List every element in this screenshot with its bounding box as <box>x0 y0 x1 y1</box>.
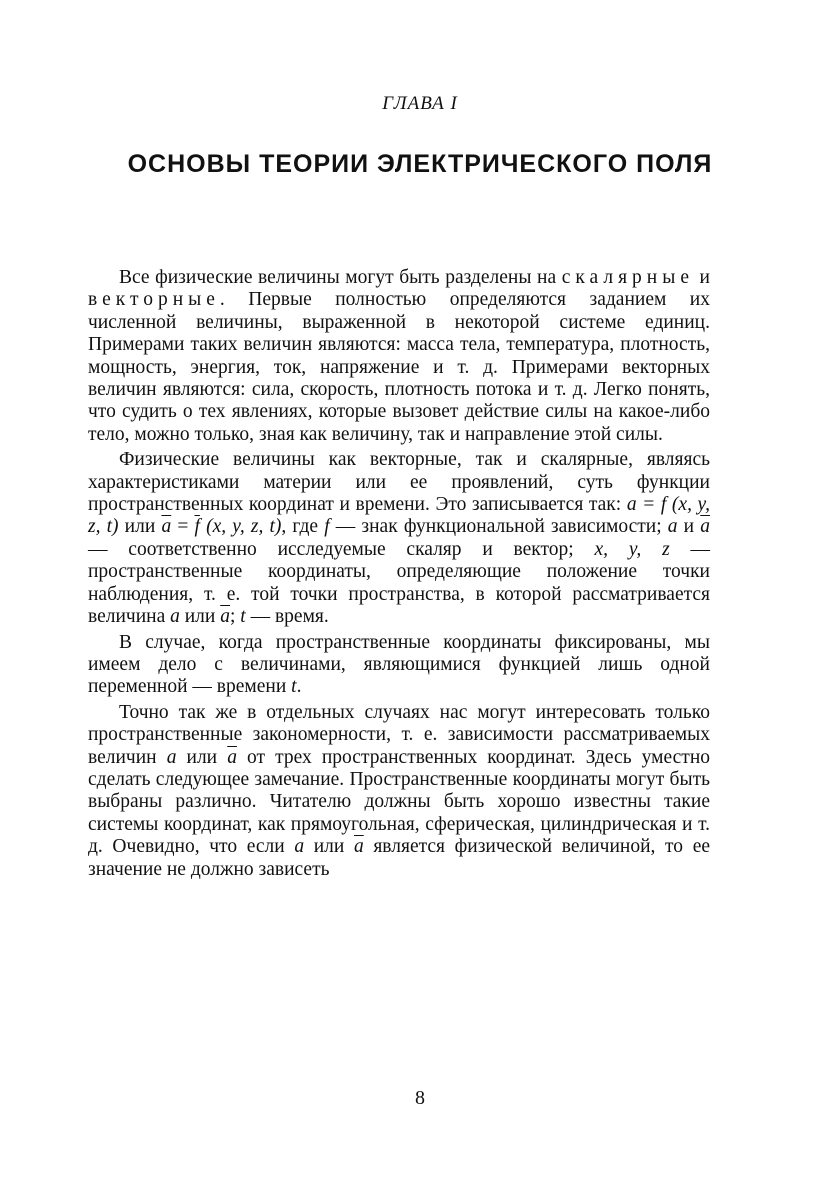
vector-symbol: $\overline{a}$ <box>161 516 172 538</box>
text-run: или <box>176 746 228 768</box>
page-number: 8 <box>415 1087 425 1109</box>
vector-symbol: $\overline{a}$ <box>353 836 364 858</box>
text-run: ; <box>229 606 241 628</box>
text-run: или <box>304 836 354 858</box>
vector-symbol: $\overline{a}$ <box>220 606 230 628</box>
text-run: . Первые полностью определяются заданием их численной величины, выраженной в некоторой системе единиц. Примерами таких величин являются: масса тела, температура, плотность, мощность, энергия, ток, напряжение и т. д. Примерами векторных величин являются: сила, скорость, плотность потока и т. д. Легко понять, что судить о тех явлениях, которые вызовет действие силы на какое-либо тело, можно только, зная как величину, так и направление этой силы. <box>88 289 710 445</box>
math-symbol: t <box>240 606 246 628</box>
text-run: или <box>118 516 162 538</box>
text-run: и <box>694 267 710 288</box>
emphasized-term: скалярные <box>561 267 694 288</box>
paragraph-1 <box>88 267 710 446</box>
text-run: Точно так же в отдельных случаях нас могут интересовать только пространственные закономерности, т. е. зависимости рассматриваемых величин <box>88 701 710 768</box>
text-run: и <box>677 516 701 538</box>
math-symbol: f <box>324 516 330 538</box>
emphasized-term: векторные <box>88 289 220 311</box>
text-run: Все физические величины могут быть разделены на <box>119 267 562 288</box>
math-symbol: a <box>170 606 180 628</box>
text-run: — знак функциональной зависимости; <box>329 516 668 538</box>
text-run: = <box>171 516 195 538</box>
chapter-title: ОСНОВЫ ТЕОРИИ ЭЛЕКТРИЧЕСКОГО ПОЛЯ <box>127 150 713 178</box>
chapter-label: ГЛАВА I <box>382 93 458 114</box>
text-run: является физической величиной, то ее значение не должно зависеть <box>88 836 711 880</box>
text-run: от трех пространственных координат. Здесь уместно сделать следующее замечание. Пространственные координаты могут быть выбраны различно. Читателю должны быть хорошо известны такие системы координат, как прямоугольная, сферическая, цилиндрическая и т. д. Очевидно, что если <box>88 746 711 858</box>
math-symbol: a <box>667 516 678 538</box>
math-symbol: t <box>291 676 297 698</box>
vector-symbol: $\overline{f}$ <box>194 516 200 538</box>
text-run: . <box>296 676 302 698</box>
text-run: , где <box>281 516 325 538</box>
formula-args: (x, y, z, t) <box>199 516 282 538</box>
vector-symbol: $\overline{a}$ <box>227 746 237 768</box>
paragraph-2 <box>88 449 710 628</box>
paragraph-4 <box>88 702 710 881</box>
text-run: В случае, когда пространственные координаты фиксированы, мы имеем дело с величинами, являющимися функцией лишь одной переменной — времени <box>88 631 710 698</box>
math-symbol: a <box>294 836 305 858</box>
paragraph-3 <box>88 632 710 699</box>
text-run: Физические величины как векторные, так и скалярные, являясь характеристиками материи или ее проявлений, суть функции пространственных координат и времени. Это записывается так: <box>88 449 710 516</box>
text-run: или <box>179 606 221 628</box>
text-run: — соответственно исследуемые скаляр и вектор; <box>88 538 595 560</box>
text-run: — пространственные координаты, определяющие положение точки наблюдения, т. е. той точки пространства, в которой рассматривается величина <box>88 538 711 628</box>
math-symbol: x, y, z <box>594 538 670 560</box>
body-text <box>88 267 710 884</box>
text-run: — время. <box>245 606 329 628</box>
formula-scalar: a = f (x, y, z, t) <box>88 494 711 538</box>
vector-symbol: $\overline{a}$ <box>700 516 711 538</box>
math-symbol: a <box>166 746 177 768</box>
